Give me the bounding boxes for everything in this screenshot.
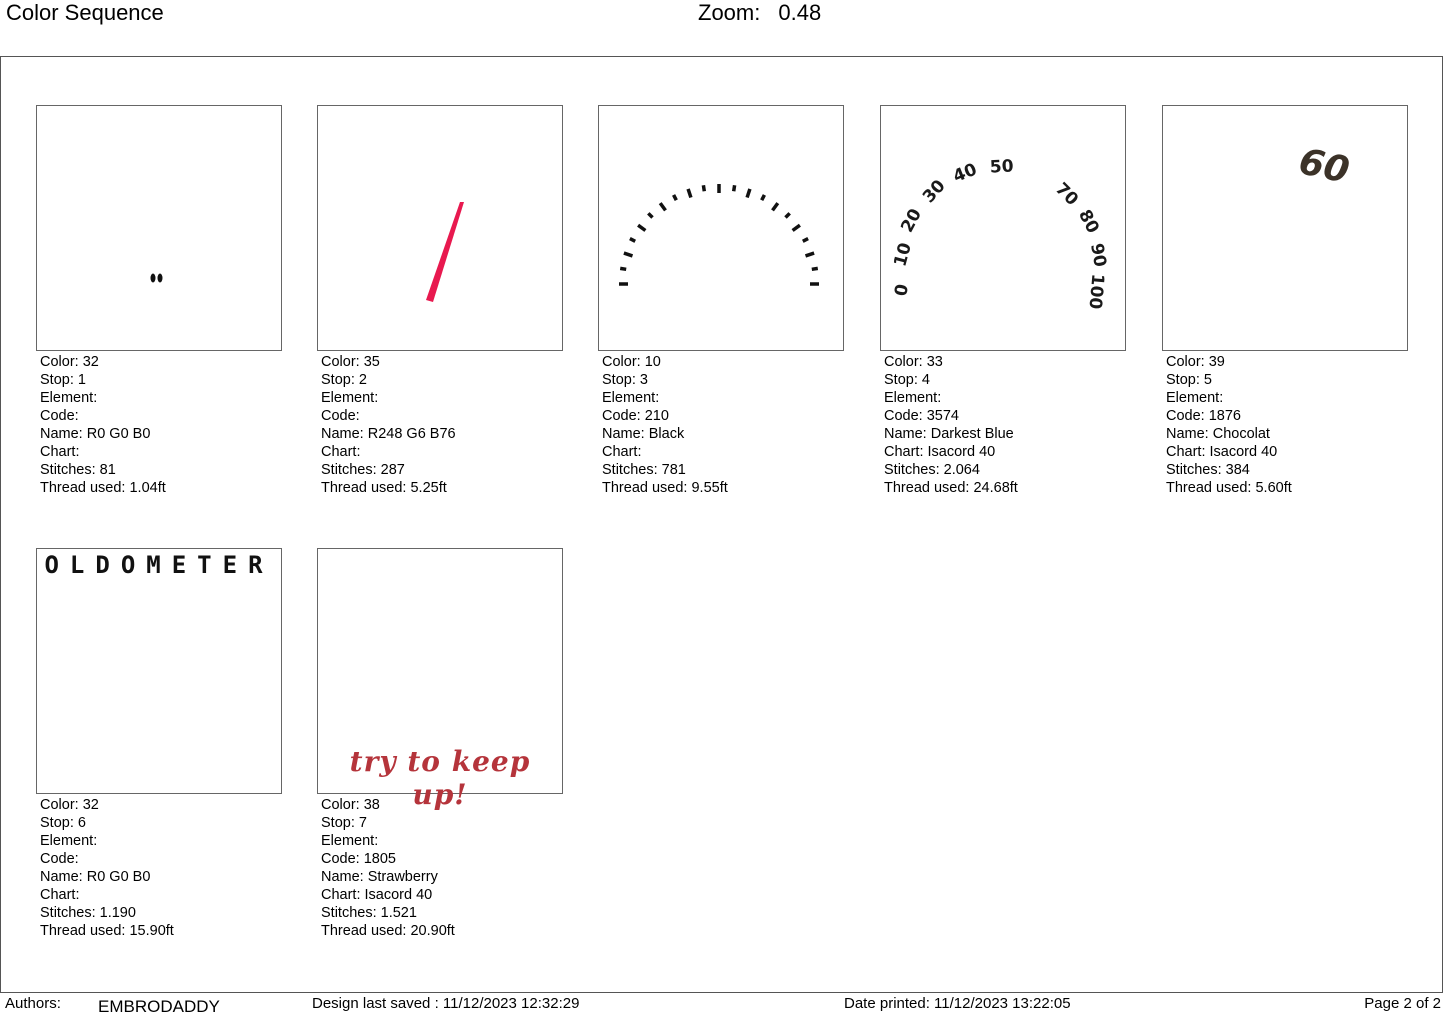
info-thread: Thread used: 24.68ft	[884, 480, 1018, 496]
info-color: Color: 32	[40, 354, 99, 370]
stop-thumbnail	[36, 548, 282, 794]
info-chart: Chart: Isacord 40	[1166, 444, 1278, 460]
info-stitches: Stitches: 1.521	[321, 905, 417, 921]
info-chart: Chart:	[602, 444, 642, 460]
info-name: Name: Black	[602, 426, 685, 442]
dial-tick	[630, 239, 635, 242]
info-thread: Thread used: 5.25ft	[321, 480, 447, 496]
info-chart: Chart: Isacord 40	[884, 444, 996, 460]
authors-label: Authors:	[5, 995, 61, 1012]
dial-tick	[747, 189, 750, 198]
info-code: Code: 210	[602, 408, 669, 424]
color-stop-card	[598, 105, 844, 497]
info-code: Code: 1805	[321, 851, 396, 867]
zoom-label: Zoom:	[698, 0, 761, 25]
dial-tick	[812, 268, 818, 269]
info-chart: Chart:	[40, 887, 80, 903]
info-name: Name: Darkest Blue	[884, 426, 1014, 442]
dial-numbers-graphic	[881, 106, 1127, 352]
info-color: Color: 33	[884, 354, 943, 370]
info-chart: Chart: Isacord 40	[321, 887, 433, 903]
info-element: Element:	[884, 390, 942, 406]
date-printed: Date printed: 11/12/2023 13:22:05	[844, 995, 1071, 1012]
info-thread: Thread used: 5.60ft	[1166, 480, 1292, 496]
stop-info	[317, 353, 563, 497]
info-thread: Thread used: 9.55ft	[602, 480, 728, 496]
info-color: Color: 38	[321, 797, 380, 813]
info-name: Name: R0 G0 B0	[40, 426, 151, 442]
dial-tick	[660, 203, 665, 210]
info-color: Color: 10	[602, 354, 661, 370]
dial-label: 70	[1051, 179, 1082, 210]
color-stop-card	[1162, 105, 1408, 497]
needle-pivot-graphic	[37, 106, 283, 352]
info-color: Color: 35	[321, 354, 380, 370]
info-code: Code:	[321, 408, 360, 424]
dial-label: 20	[897, 205, 926, 236]
dial-label: 50	[989, 156, 1015, 178]
info-stitches: Stitches: 781	[602, 462, 686, 478]
info-element: Element:	[321, 390, 379, 406]
needle-graphic	[318, 106, 564, 352]
dial-ticks-graphic	[599, 106, 845, 352]
info-code: Code:	[40, 408, 79, 424]
stop-thumbnail	[1162, 105, 1408, 351]
dial-tick	[762, 195, 765, 200]
info-name: Name: Strawberry	[321, 869, 438, 885]
info-code: Code: 1876	[1166, 408, 1241, 424]
info-name: Name: R248 G6 B76	[321, 426, 456, 442]
info-stop: Stop: 3	[602, 372, 648, 388]
stop-info	[36, 796, 282, 940]
dial-tick	[688, 189, 691, 198]
dial-label: 100	[1084, 272, 1108, 310]
color-stop-card	[317, 105, 563, 497]
color-stop-card	[880, 105, 1126, 497]
author-name: EMBRODADDY	[98, 997, 220, 1016]
stop-thumbnail	[36, 105, 282, 351]
dial-tick	[638, 225, 645, 230]
dial-tick	[674, 195, 677, 200]
info-name: Name: R0 G0 B0	[40, 869, 151, 885]
dial-tick	[620, 268, 626, 269]
info-stitches: Stitches: 384	[1166, 462, 1250, 478]
info-stitches: Stitches: 287	[321, 462, 405, 478]
dial-label: 40	[950, 159, 980, 188]
info-thread: Thread used: 15.90ft	[40, 923, 174, 939]
dial-label: 0	[891, 282, 913, 298]
dial-tick	[773, 203, 778, 210]
stop-info	[36, 353, 282, 497]
info-element: Element:	[1166, 390, 1224, 406]
dial-tick	[793, 225, 800, 230]
info-chart: Chart:	[40, 444, 80, 460]
info-thread: Thread used: 20.90ft	[321, 923, 455, 939]
info-stop: Stop: 6	[40, 815, 86, 831]
sixty-numeral: 60	[1295, 141, 1353, 192]
info-element: Element:	[40, 833, 98, 849]
info-code: Code: 3574	[884, 408, 959, 424]
page-number: Page 2 of 2	[1364, 995, 1441, 1012]
dial-label: 30	[918, 176, 950, 208]
stop-info	[598, 353, 844, 497]
info-stitches: Stitches: 81	[40, 462, 116, 478]
info-stitches: Stitches: 2.064	[884, 462, 980, 478]
info-name: Name: Chocolat	[1166, 426, 1270, 442]
dial-label: 80	[1074, 206, 1103, 237]
page-title: Color Sequence	[6, 0, 164, 25]
info-code: Code:	[40, 851, 79, 867]
info-stitches: Stitches: 1.190	[40, 905, 136, 921]
stop-thumbnail	[598, 105, 844, 351]
page-footer	[0, 993, 1445, 1019]
info-color: Color: 39	[1166, 354, 1225, 370]
dial-tick	[703, 185, 704, 191]
zoom-value: 0.48	[778, 0, 822, 25]
dial-tick	[734, 185, 735, 191]
dial-label: 90	[1086, 241, 1110, 269]
color-stop-card	[317, 548, 563, 940]
oldometer-title: OLDOMETER	[44, 551, 274, 579]
dial-tick	[803, 239, 808, 242]
color-stop-card	[36, 548, 282, 940]
info-stop: Stop: 1	[40, 372, 86, 388]
dial-label: 10	[890, 240, 916, 269]
color-stop-card	[36, 105, 282, 497]
stop-info	[317, 796, 563, 940]
dial-tick	[624, 253, 633, 256]
stop-info	[880, 353, 1126, 497]
info-stop: Stop: 5	[1166, 372, 1212, 388]
info-chart: Chart:	[321, 444, 361, 460]
info-stop: Stop: 7	[321, 815, 367, 831]
design-saved: Design last saved : 11/12/2023 12:32:29	[312, 995, 580, 1012]
info-element: Element:	[40, 390, 98, 406]
dial-tick	[806, 253, 815, 256]
info-element: Element:	[602, 390, 660, 406]
info-stop: Stop: 4	[884, 372, 930, 388]
stop-thumbnail	[317, 105, 563, 351]
info-color: Color: 32	[40, 797, 99, 813]
tagline-text: try to keep up!	[349, 745, 531, 811]
dial-tick	[786, 213, 790, 217]
stop-info	[1162, 353, 1408, 497]
zoom-readout	[698, 0, 821, 26]
dial-tick	[648, 213, 652, 217]
info-thread: Thread used: 1.04ft	[40, 480, 166, 496]
stop-thumbnail	[880, 105, 1126, 351]
info-element: Element:	[321, 833, 379, 849]
info-stop: Stop: 2	[321, 372, 367, 388]
